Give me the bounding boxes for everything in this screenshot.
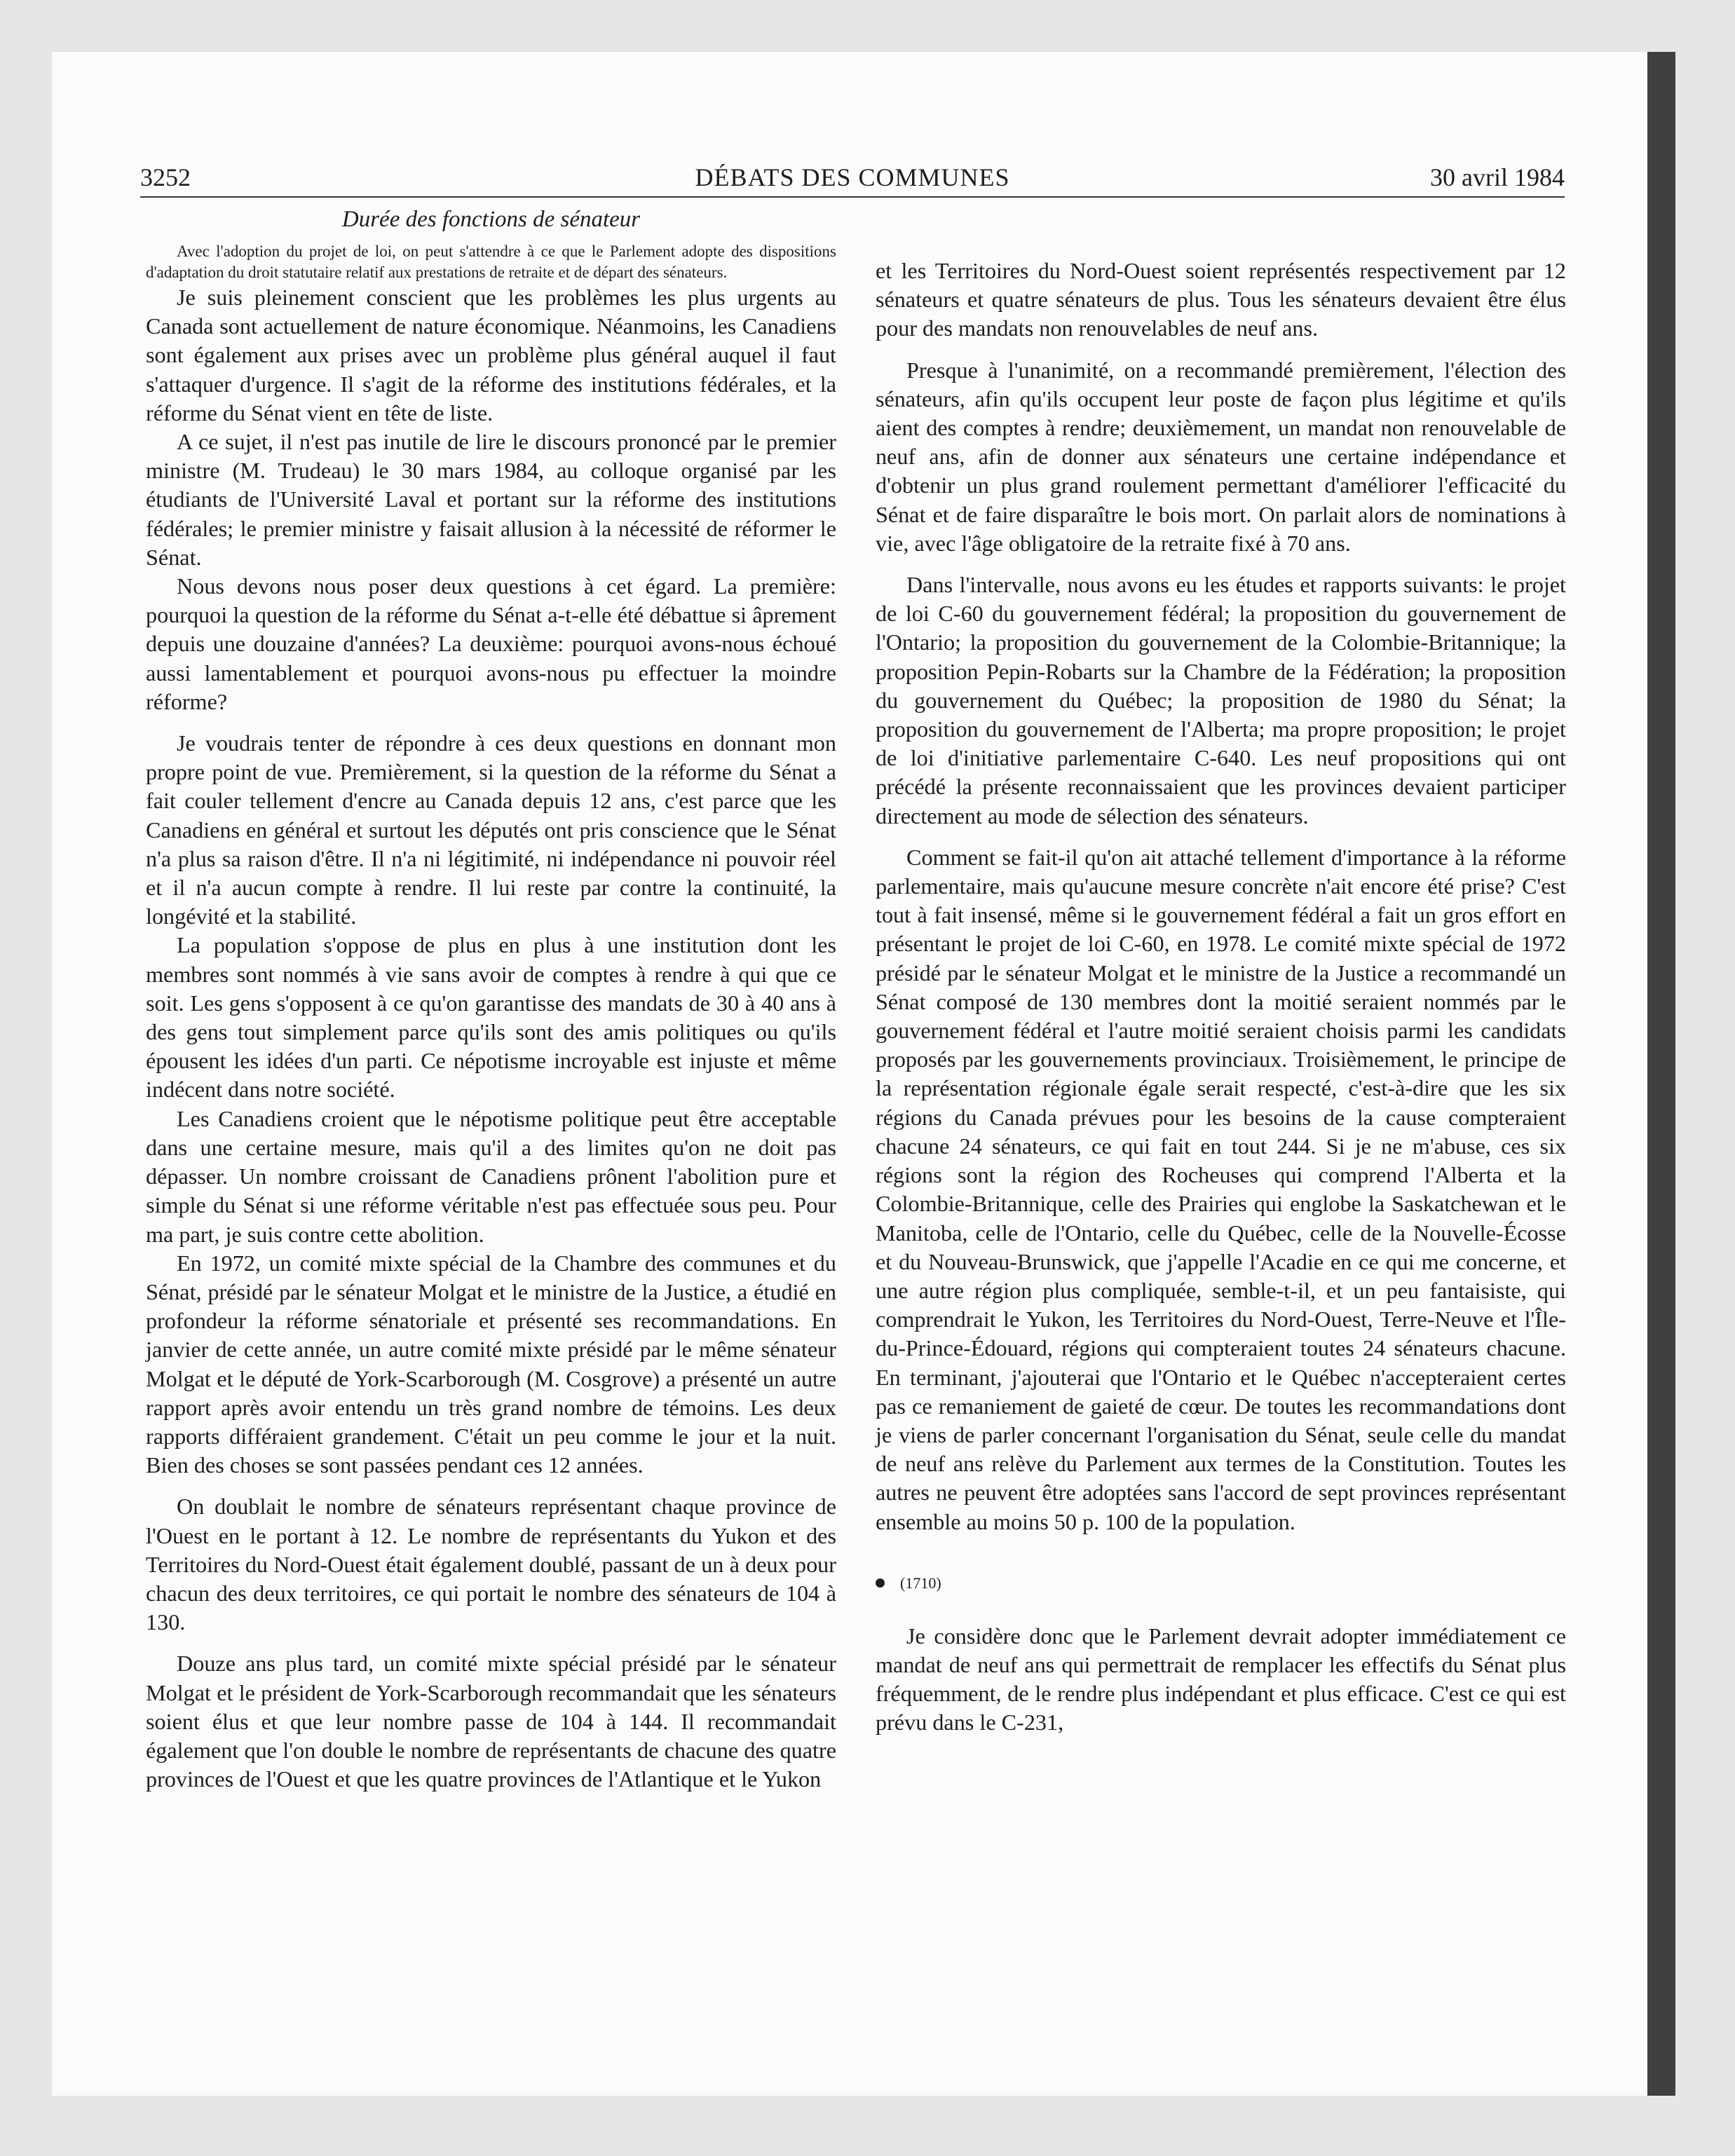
paragraph: Nous devons nous poser deux questions à cet égard. La première: pourquoi la question de la réforme du Sénat a-t-elle été débattue si âprement depuis une douzaine d'années? La deuxième: pourquoi avons-nous échoué aussi lamentablement et pourquoi avons-nous pu effectuer la moindre réforme? <box>146 573 836 714</box>
scan-edge <box>1647 52 1675 2096</box>
paragraph: Comment se fait-il qu'on ait attaché tellement d'importance à la réforme parlementaire, mais qu'aucune mesure concrète n'ait encore été prise? C'est tout à fait insensé, même si le gouvernement fédéral a fait un gros effort en présentant le projet de loi C-60, en 1978. Le comité mixte spécial de 1972 présidé par le sénateur Molgat et le ministre de la Justice a recommandé un Sénat composé de 130 membres dont la moitié seraient nommés par le gouvernement fédéral et l'autre moitié seraient choisis parmi les candidats proposés par les gouvernements provinciaux. Troisièmement, le principe de la représentation régionale égale serait respecté, c'est-à-dire que les six régions du Canada prévues pour les besoins de la cause compteraient chacune 24 sénateurs, ce qui fait en tout 244. Si je ne m'abuse, ces six régions sont la région des Rocheuses qui comprend l'Alberta et la Colombie-Britannique, celle des Prairies qui englobe la Saskatchewan et le Manitoba, celle de l'Ontario, celle du Québec, celle de la Nouvelle-Écosse et du Nouveau-Brunswick, que j'appelle l'Acadie en ce qui me concerne, et une autre région plus compliquée, semble-t-il, et un peu fantaisiste, qui comprendrait le Yukon, les Territoires du Nord-Ouest, Terre-Neuve et l'Île-du-Prince-Édouard, régions qui compteraient toutes 24 sénateurs chacune. En terminant, j'ajouterai que l'Ontario et le Québec n'accepteraient certes pas ce remaniement de gaieté de cœur. De toutes les recommandations dont je viens de parler concernant l'organisation du Sénat, seule celle du mandat de neuf ans relève du Parlement aux termes de la Constitution. Toutes les autres ne peuvent être adoptées sans l'accord de sept provinces représentant ensemble au moins 50 p. 100 de la population. <box>876 844 1566 1534</box>
small-print-paragraph: Avec l'adoption du projet de loi, on peut s'attendre à ce que le Parlement adopte des dispositions d'adaptation du droit statutaire relatif aux prestations de retraite et de départ des sénateurs. <box>146 243 836 281</box>
paragraph: A ce sujet, il n'est pas inutile de lire le discours prononcé par le premier ministre (M. Trudeau) le 30 mars 1984, au colloque organisé par les étudiants de l'Université Laval et portant sur la réforme des institutions fédérales; le premier ministre y faisait allusion à la nécessité de réformer le Sénat. <box>146 429 836 570</box>
time-marker-label: (1710) <box>900 1574 941 1592</box>
paragraph: La population s'oppose de plus en plus à une institution dont les membres sont nommés à vie sans avoir de comptes à rendre à qui que ce soit. Les gens s'opposent à ce qu'on garantisse des mandats de 30 à 40 ans à des gens tout simplement parce qu'ils sont des amis politiques ou qu'ils épousent les idées d'un parti. Ce népotisme incroyable est injuste et même indécent dans notre société. <box>146 932 836 1103</box>
paragraph: Je considère donc que le Parlement devrait adopter immédiatement ce mandat de neuf ans qui permettrait de remplacer les effectifs du Sénat plus fréquemment, de le rendre plus indépendant et plus efficace. C'est ce qui est prévu dans le C-231, <box>876 1623 1566 1735</box>
bullet-icon <box>876 1578 885 1588</box>
page-number: 3252 <box>140 163 191 191</box>
paragraph: Douze ans plus tard, un comité mixte spécial présidé par le sénateur Molgat et le président de York-Scarborough recommandait que les sénateurs soient élus et que leur nombre passe de 104 à 144. Il recommandait également que l'on double le nombre de représentants de chacune des quatre provinces de l'Ouest et que les quatre provinces de l'Atlantique et le Yukon <box>146 1651 836 1792</box>
paragraph: Je voudrais tenter de répondre à ces deux questions en donnant mon propre point de vue. Premièrement, si la question de la réforme du Sénat a fait couler tellement d'encre au Canada depuis 12 ans, c'est parce que les Canadiens en général et surtout les députés ont pris conscience que le Sénat n'a plus sa raison d'être. Il n'a ni légitimité, ni indépendance ni pouvoir réel et il n'a aucun compte à rendre. Il lui reste par contre la continuité, la longévité et la stabilité. <box>146 730 836 929</box>
right-column <box>876 200 1566 1738</box>
paragraph: Presque à l'unanimité, on a recommandé premièrement, l'élection des sénateurs, afin qu'ils occupent leur poste de façon plus légitime et qu'ils aient des comptes à rendre; deuxièmement, un mandat non renouvelable de neuf ans, afin de donner aux sénateurs une certaine indépendance et d'obtenir un plus grand roulement permettant d'améliorer l'efficacité du Sénat et de faire disparaître le bois mort. On parlait alors de nominations à vie, avec l'âge obligatoire de la retraite fixé à 70 ans. <box>876 357 1566 556</box>
page-header <box>140 157 1565 198</box>
publication-title: DÉBATS DES COMMUNES <box>695 163 1010 191</box>
header-date: 30 avril 1984 <box>1430 163 1565 191</box>
left-column <box>146 200 836 1794</box>
section-heading: Durée des fonctions de sénateur <box>341 207 641 232</box>
paragraph: On doublait le nombre de sénateurs représentant chaque province de l'Ouest en le portant à 12. Le nombre de représentants du Yukon et des Territoires du Nord-Ouest était également doublé, passant de un à deux pour chacun des deux territoires, ce qui portait le nombre des sénateurs de 104 à 130. <box>146 1494 836 1635</box>
paragraph: et les Territoires du Nord-Ouest soient représentés respectivement par 12 sénateurs et quatre sénateurs de plus. Tous les sénateurs devaient être élus pour des mandats non renouvelables de neuf ans. <box>876 258 1566 341</box>
paragraph: Je suis pleinement conscient que les problèmes les plus urgents au Canada sont actuellement de nature économique. Néanmoins, les Canadiens sont également aux prises avec un problème plus général auquel il faut s'attaquer d'urgence. Il s'agit de la réforme des institutions fédérales, et la réforme du Sénat vient en tête de liste. <box>146 285 836 425</box>
paragraph: Dans l'intervalle, nous avons eu les études et rapports suivants: le projet de loi C-60 du gouvernement fédéral; la proposition du gouvernement de l'Ontario; la proposition du gouvernement de la Colombie-Britannique; la proposition Pepin-Robarts sur la Chambre de la Fédération; la proposition du gouvernement du Québec; la proposition de 1980 du Sénat; la proposition du gouvernement de l'Alberta; ma propre proposition; le projet de loi d'initiative parlementaire C-640. Les neuf propositions qui ont précédé la présente reconnaissaient que les provinces devaient participer directement au mode de sélection des sénateurs. <box>876 572 1566 828</box>
time-marker <box>876 1573 1566 1594</box>
paragraph: Les Canadiens croient que le népotisme politique peut être acceptable dans une certaine mesure, mais qu'il a des limites qu'on ne doit pas dépasser. Un nombre croissant de Canadiens prônent l'abolition pure et simple du Sénat si une réforme véritable n'est pas effectuée sous peu. Pour ma part, je suis contre cette abolition. <box>146 1105 836 1247</box>
paragraph: En 1972, un comité mixte spécial de la Chambre des communes et du Sénat, présidé par le sénateur Molgat et le ministre de la Justice, a étudié en profondeur la réforme sénatoriale et présenté ses recommandations. En janvier de cette année, un autre comité mixte présidé par le même sénateur Molgat et le député de York-Scarborough (M. Cosgrove) a présenté un autre rapport après avoir entendu un très grand nombre de témoins. Les deux rapports différaient grandement. C'était un peu comme le jour et la nuit. Bien des choses se sont passées pendant ces 12 années. <box>146 1250 836 1478</box>
